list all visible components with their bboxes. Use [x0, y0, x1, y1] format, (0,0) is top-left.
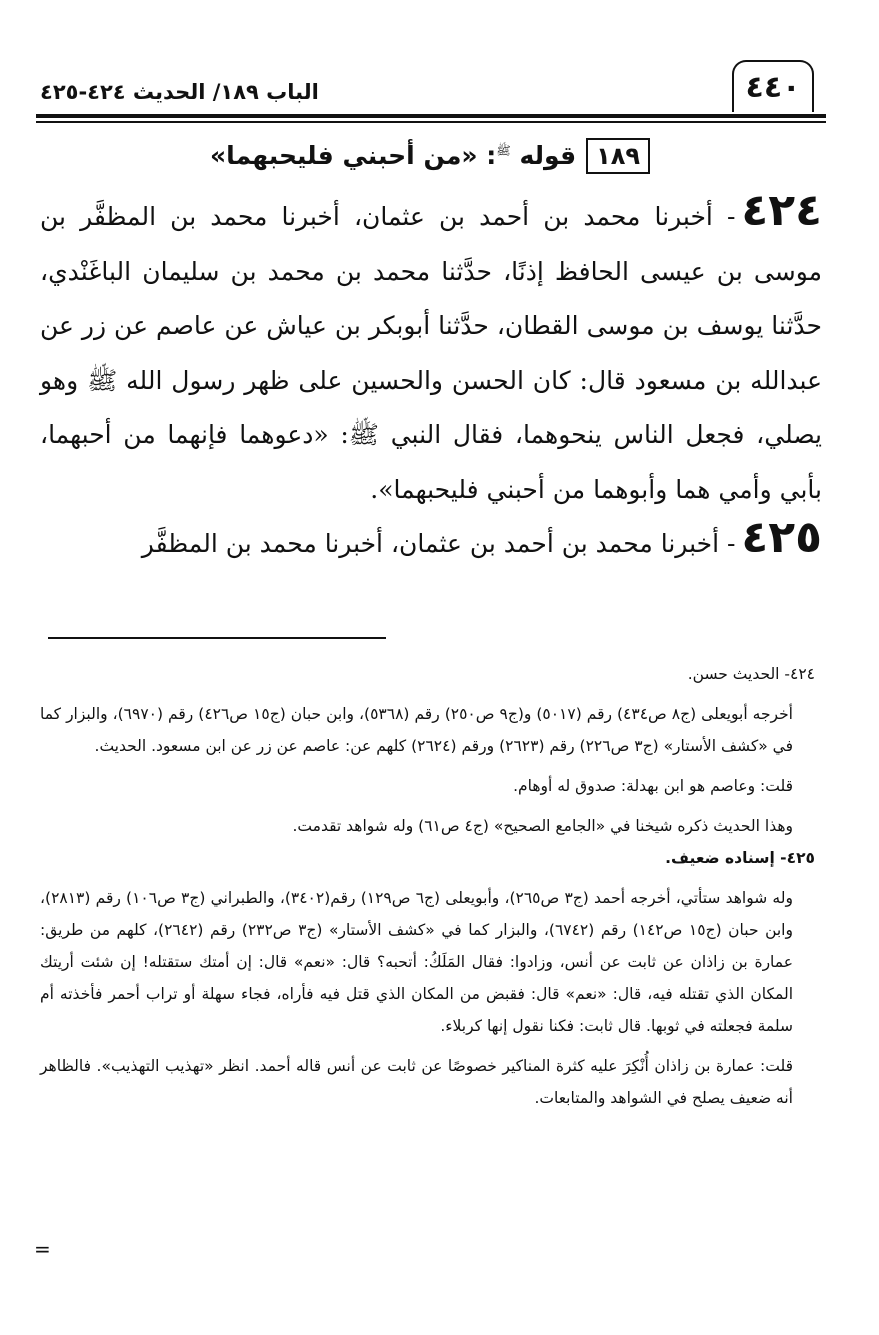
- salutation-glyph: ﷺ: [496, 143, 511, 158]
- footnote-paragraph: وهذا الحديث ذكره شيخنا في «الجامع الصحيح» (ج٤ ص٦١) وله شواهد تقدمت.: [292, 817, 793, 835]
- hadith-paragraph: [40, 185, 822, 517]
- footnote-paragraph: أخرجه أبويعلى (ج٨ ص٤٣٤) رقم (٥٠١٧) و(ج٩ ص٢٥٠) رقم (٥٣٦٨)، وابن حبان (ج١٥ ص٤٢٦) رقم (٦٩٧٠)، والبزار كما في «كشف الأستار» (ج٣ ص٢٢٦) رقم (٢٦٢٣) ورقم (٢٦٢٤) كلهم عن: عاصم عن زر عن ابن مسعود. الحديث.: [40, 705, 793, 755]
- footnote-title: ٤٢٥- إسناده ضعيف.: [665, 849, 815, 867]
- running-header-chapter-ref: الباب ١٨٩/ الحديث ٤٢٤-٤٢٥: [40, 80, 319, 104]
- page-number: ٤٤٠: [732, 60, 814, 112]
- hadith-number: ٤٢٤: [741, 185, 822, 236]
- footnote-title: ٤٢٤- الحديث حسن.: [687, 665, 815, 683]
- page-header: [36, 60, 826, 122]
- continuation-mark: =: [34, 1237, 51, 1261]
- chapter-title-prefix: قوله: [519, 141, 577, 170]
- chapter-number-box: ١٨٩: [586, 138, 650, 174]
- header-rule-thick: [36, 114, 826, 118]
- footnotes: [40, 658, 815, 1114]
- main-text: [40, 185, 822, 572]
- hadith-text: - أخبرنا محمد بن أحمد بن عثمان، أخبرنا محمد بن المظفَّر: [141, 529, 736, 558]
- footnote-paragraph: قلت: وعاصم هو ابن بهدلة: صدوق له أوهام.: [513, 777, 793, 795]
- footnote-separator: [48, 637, 386, 639]
- hadith-paragraph: [40, 512, 822, 572]
- hadith-number: ٤٢٥: [741, 512, 822, 563]
- header-rule-thin: [36, 121, 826, 123]
- chapter-heading: [40, 138, 820, 174]
- footnote-paragraph: وله شواهد ستأتي، أخرجه أحمد (ج٣ ص٢٦٥)، وأبويعلى (ج٦ ص١٢٩) رقم(٣٤٠٢)، والطبراني (ج٣ ص١٠٦) رقم (٢٨١٣)، وابن حبان (ج١٥ ص١٤٢) رقم (٦٧٤٢)، والبزار كما في «كشف الأستار» (ج٣ ص٢٣٢) رقم (٢٦٤٢)، كلهم من طريق: عمارة بن زاذان عن ثابت عن أنس، وزادوا: فقال المَلَكُ: أتحبه؟ قال: «نعم» قال: إن أمتك ستقتله! إن شئت أريتك المكان الذي تقتله فيه، قال: «نعم» قال: فقبض من المكان الذي قتل فيه فأراه، فجاء سهلة أو تراب أحمر فأخذته أم سلمة فجعلته في ثوبها. قال ثابت: فكنا نقول إنها كربلاء.: [40, 889, 793, 1035]
- footnote-paragraph: قلت: عمارة بن زاذان أُنْكِرَ عليه كثرة المناكير خصوصًا عن ثابت عن أنس قاله أحمد. انظر «تهذيب التهذيب». فالظاهر أنه ضعيف يصلح في الشواهد والمتابعات.: [40, 1057, 793, 1107]
- hadith-text: - أخبرنا محمد بن أحمد بن عثمان، أخبرنا محمد بن المظفَّر بن موسى بن عيسى الحافظ إذنًا، حدَّثنا محمد بن محمد بن سليمان الباغَنْدي، حدَّثنا يوسف بن موسى القطان، حدَّثنا أبوبكر بن عياش عن عاصم عن زر عن عبدالله بن مسعود قال: كان الحسن والحسين على ظهر رسول الله ﷺ وهو يصلي، فجعل الناس ينحوهما، فقال النبي ﷺ: «دعوهما فإنهما من أحبهما، بأبي وأمي هما وأبوهما من أحبني فليحبهما».: [40, 202, 822, 504]
- chapter-title-quote: : «من أحبني فليحبهما»: [209, 141, 497, 170]
